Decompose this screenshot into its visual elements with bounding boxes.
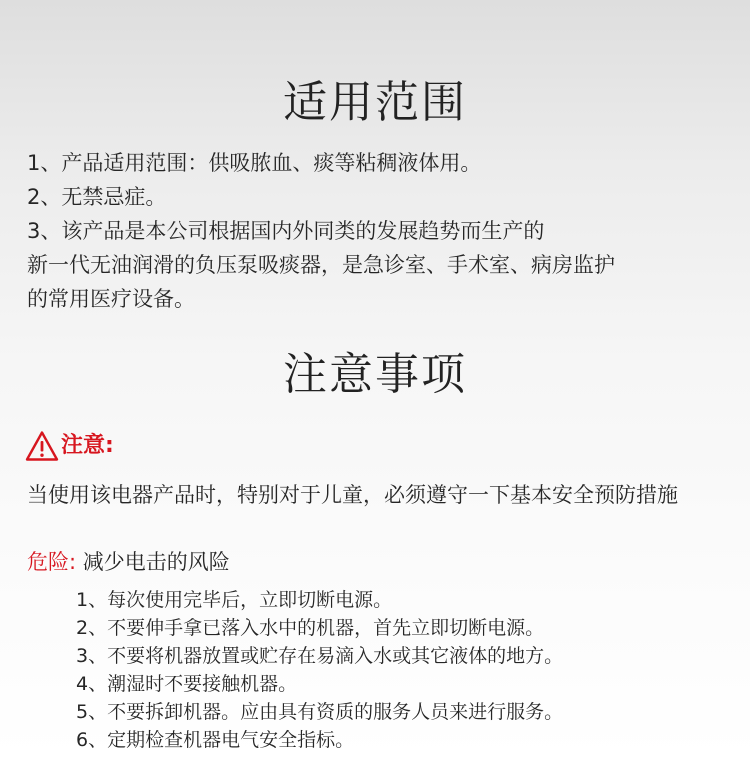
rule-item-5: 5、不要拆卸机器。应由具有资质的服务人员来进行服务。 <box>76 701 564 723</box>
rule-item-3: 3、不要将机器放置或贮存在易滴入水或其它液体的地方。 <box>76 645 564 667</box>
scope-line-4: 新一代无油润滑的负压泵吸痰器，是急诊室、手术室、病房监护 <box>27 253 615 277</box>
safety-rules-list <box>76 586 736 754</box>
scope-line-5: 的常用医疗设备。 <box>27 287 195 311</box>
danger-text: 减少电击的风险 <box>82 550 230 574</box>
scope-list <box>27 146 727 316</box>
scope-line-3: 3、该产品是本公司根据国内外同类的发展趋势而生产的 <box>27 219 545 243</box>
rule-item-6: 6、定期检查机器电气安全指标。 <box>76 729 355 751</box>
notice-heading <box>25 426 114 466</box>
scope-line-1: 1、产品适用范围：供吸脓血、痰等粘稠液体用。 <box>27 151 482 175</box>
scope-title: 适用范围 <box>283 77 467 128</box>
safety-intro: 当使用该电器产品时，特别对于儿童，必须遵守一下基本安全预防措施 <box>27 483 678 507</box>
danger-label: 危险: <box>27 550 77 574</box>
notes-title: 注意事项 <box>283 349 467 400</box>
warning-triangle-icon <box>25 430 59 462</box>
danger-line <box>27 545 230 579</box>
rule-item-4: 4、潮湿时不要接触机器。 <box>76 673 298 695</box>
rule-item-1: 1、每次使用完毕后，立即切断电源。 <box>76 589 393 611</box>
rule-item-2: 2、不要伸手拿已落入水中的机器，首先立即切断电源。 <box>76 617 545 639</box>
scope-line-2: 2、无禁忌症。 <box>27 185 167 209</box>
notice-label: 注意: <box>61 433 114 458</box>
